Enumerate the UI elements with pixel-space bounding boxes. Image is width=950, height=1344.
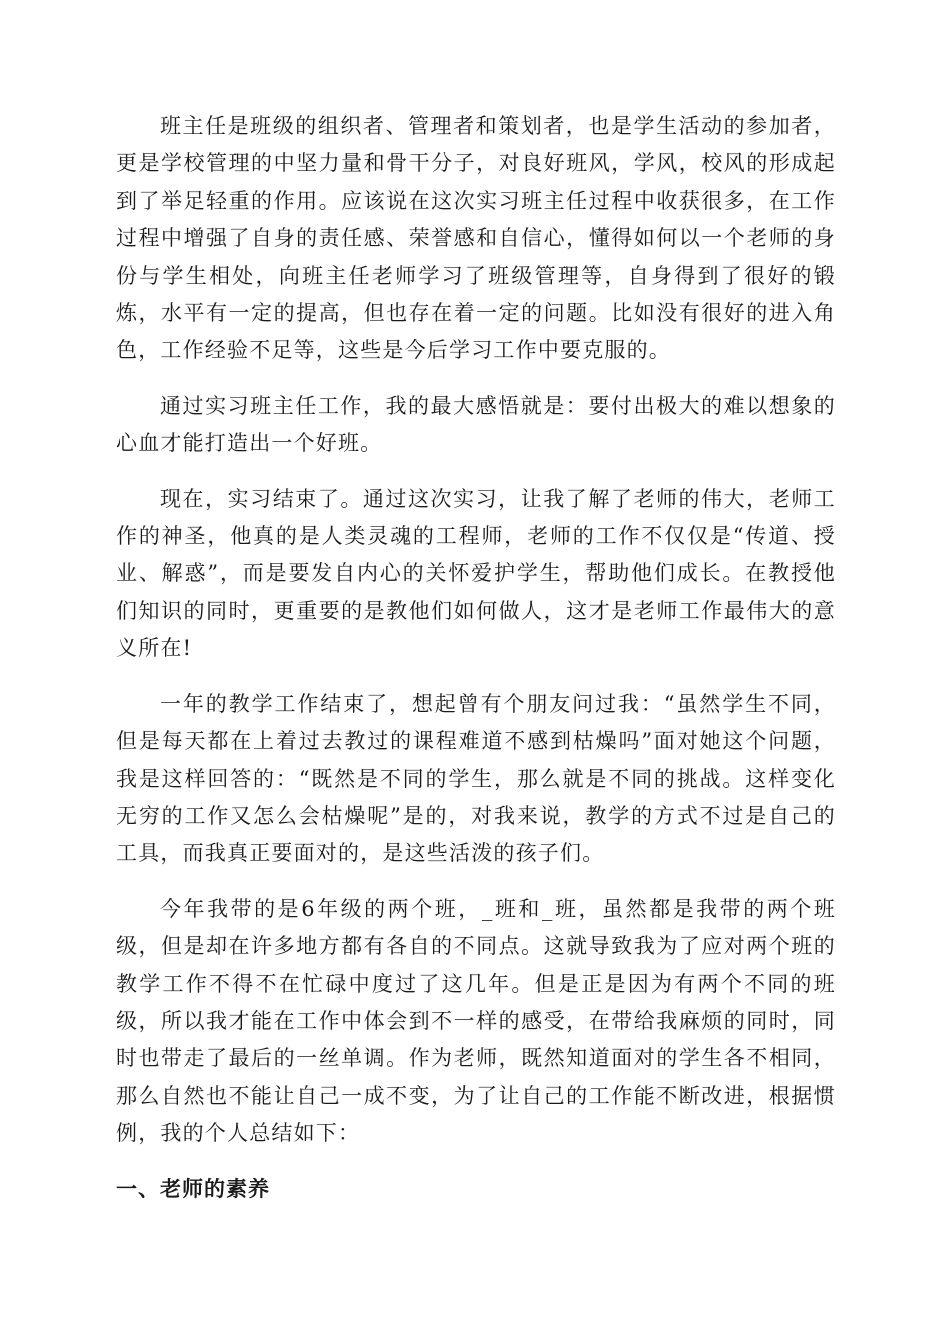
paragraph-year-of-teaching: 一年的教学工作结束了，想起曾有个朋友问过我：“虽然学生不同，但是每天都在上着过去教过的课程难道不感到枯燥吗”面对她这个问题，我是这样回答的：“既然是不同的学生，那么就是不同的挑战。这样变化无穷的工作又怎么会枯燥呢”是的，对我来说，教学的方式不过是自己的工具，而我真正要面对的，是这些活泼的孩子们。 [116,691,836,866]
paragraph-biggest-insight: 通过实习班主任工作，我的最大感悟就是：要付出极大的难以想象的心血才能打造出一个好班。 [116,393,836,456]
section-heading: 一、老师的素养 [116,1176,270,1201]
paragraph-head-teacher-role: 班主任是班级的组织者、管理者和策划者，也是学生活动的参加者，更是学校管理的中坚力量和骨干分子，对良好班风，学风，校风的形成起到了举足轻重的作用。应该说在这次实习班主任过程中收获很多，在工作过程中增强了自身的责任感、荣誉感和自信心，懂得如何以一个老师的身份与学生相处，向班主任老师学习了班级管理等，自身得到了很好的锻炼，水平有一定的提高，但也存在着一定的问题。比如没有很好的进入角色，工作经验不足等，这些是今后学习工作中要克服的。 [116,114,836,363]
document-body [116,108,836,1208]
paragraph-internship-ended: 现在，实习结束了。通过这次实习，让我了解了老师的伟大，老师工作的神圣，他真的是人类灵魂的工程师，老师的工作不仅仅是“传道、授业、解惑”，而是要发自内心的关怀爱护学生，帮助他们成长。在教授他们知识的同时，更重要的是教他们如何做人，这才是老师工作最伟大的意义所在! [116,486,836,661]
paragraph-two-classes: 今年我带的是6年级的两个班，_班和_班，虽然都是我带的两个班级，但是却在许多地方都有各自的不同点。这就导致我为了应对两个班的教学工作不得不在忙碌中度过了这几年。但是正是因为有两个不同的班级，所以我才能在工作中体会到不一样的感受，在带给我麻烦的同时，同时也带走了最后的一丝单调。作为老师，既然知道面对的学生各不相同，那么自然也不能让自己一成不变，为了让自己的工作能不断改进，根据惯例，我的个人总结如下： [116,896,836,1146]
